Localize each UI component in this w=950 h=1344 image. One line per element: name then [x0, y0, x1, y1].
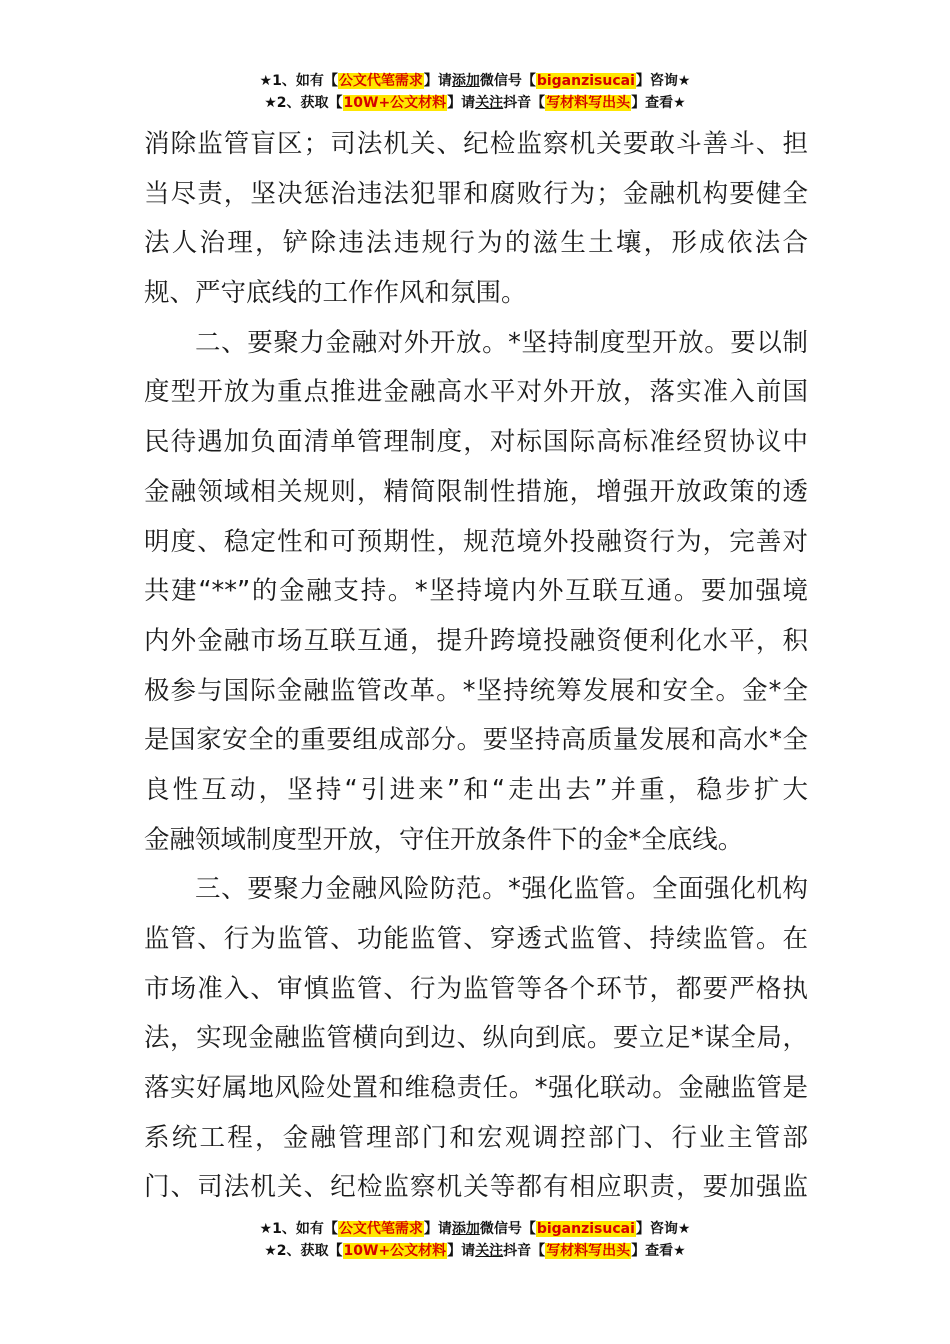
section-heading-line: 二、要聚力金融对外开放。*坚持制度型开放。要以制: [195, 327, 808, 358]
banner-text: 微信号【: [479, 1221, 536, 1237]
text-line: 明度、稳定性和可预期性，规范境外投融资行为，完善对: [144, 526, 808, 557]
banner-text: ★1、如有【: [259, 1221, 338, 1237]
banner-douyin-id: 写材料写出头: [546, 1243, 631, 1259]
text-line: 金融领域制度型开放，守住开放条件下的金*全底线。: [144, 824, 744, 855]
text-line: 法，实现金融监管横向到边、纵向到底。要立足*谋全局，: [144, 1023, 808, 1054]
banner-text: 微信号【: [479, 73, 536, 89]
banner-wechat-id: biganzisucai: [536, 73, 635, 89]
banner-text: 】请: [423, 73, 452, 89]
text-line: 当尽责，坚决惩治违法犯罪和腐败行为；金融机构要健全: [144, 178, 808, 209]
banner-text: 抖音【: [503, 95, 546, 111]
text-line: 消除监管盲区；司法机关、纪检监察机关要敢斗善斗、担: [144, 129, 808, 159]
banner-line-2: [0, 92, 950, 114]
document-body: [144, 120, 808, 1213]
text-line: 极参与国际金融监管改革。*坚持统筹发展和安全。金*全: [144, 675, 808, 706]
text-line: 金融领域相关规则，精简限制性措施，增强开放政策的透: [144, 476, 808, 507]
text-line: 市场准入、审慎监管、行为监管等各个环节，都要严格执: [144, 973, 808, 1004]
banner-wechat-id: biganzisucai: [536, 1221, 635, 1237]
banner-douyin-id: 写材料写出头: [546, 95, 631, 111]
footer-banner: [0, 1218, 950, 1262]
banner-highlight: 10W+公文材料: [343, 95, 447, 111]
banner-text: 】查看★: [631, 95, 686, 111]
text-line: 民待遇加负面清单管理制度，对标国际高标准经贸协议中: [144, 427, 808, 458]
text-line: 规、严守底线的工作作风和氛围。: [144, 278, 527, 309]
text-line: 系统工程，金融管理部门和宏观调控部门、行业主管部: [144, 1122, 808, 1153]
banner-text: ★2、获取【: [264, 1243, 343, 1259]
banner-emphasis: 关注: [475, 95, 504, 111]
banner-highlight: 10W+公文材料: [343, 1243, 447, 1259]
text-line: 度型开放为重点推进金融高水平对外开放，落实准入前国: [144, 377, 808, 408]
banner-text: 】咨询★: [635, 73, 691, 89]
banner-text: 】请: [447, 1243, 476, 1259]
banner-line-1: [0, 1218, 950, 1240]
text-line: 内外金融市场互联互通，提升跨境投融资便利化水平，积: [144, 625, 808, 656]
banner-line-2: [0, 1240, 950, 1262]
text-line: 良性互动，坚持“引进来”和“走出去”并重，稳步扩大: [144, 774, 808, 805]
banner-text: 】请: [423, 1221, 452, 1237]
banner-highlight: 公文代笔需求: [338, 1221, 423, 1237]
text-line: 监管、行为监管、功能监管、穿透式监管、持续监管。在: [144, 924, 808, 954]
banner-highlight: 公文代笔需求: [338, 73, 423, 89]
section-heading-line: 三、要聚力金融风险防范。*强化监管。全面强化机构: [195, 874, 808, 905]
banner-emphasis: 添加: [451, 1221, 480, 1237]
banner-emphasis: 关注: [475, 1243, 504, 1259]
banner-line-1: [0, 70, 950, 92]
banner-text: 抖音【: [503, 1243, 546, 1259]
text-line: 法人治理，铲除违法违规行为的滋生土壤，形成依法合: [144, 228, 808, 259]
banner-text: 】查看★: [631, 1243, 686, 1259]
text-line: 是国家安全的重要组成部分。要坚持高质量发展和高水*全: [144, 725, 808, 756]
text-line: 落实好属地风险处置和维稳责任。*强化联动。金融监管是: [144, 1073, 808, 1104]
banner-text: 】请: [447, 95, 476, 111]
banner-text: 】咨询★: [635, 1221, 691, 1237]
text-line: 门、司法机关、纪检监察机关等都有相应职责，要加强监: [144, 1172, 808, 1203]
banner-text: ★1、如有【: [259, 73, 338, 89]
banner-text: ★2、获取【: [264, 95, 343, 111]
banner-emphasis: 添加: [451, 73, 480, 89]
text-line: 共建“**”的金融支持。*坚持境内外互联互通。要加强境: [144, 576, 808, 607]
header-banner: [0, 70, 950, 114]
